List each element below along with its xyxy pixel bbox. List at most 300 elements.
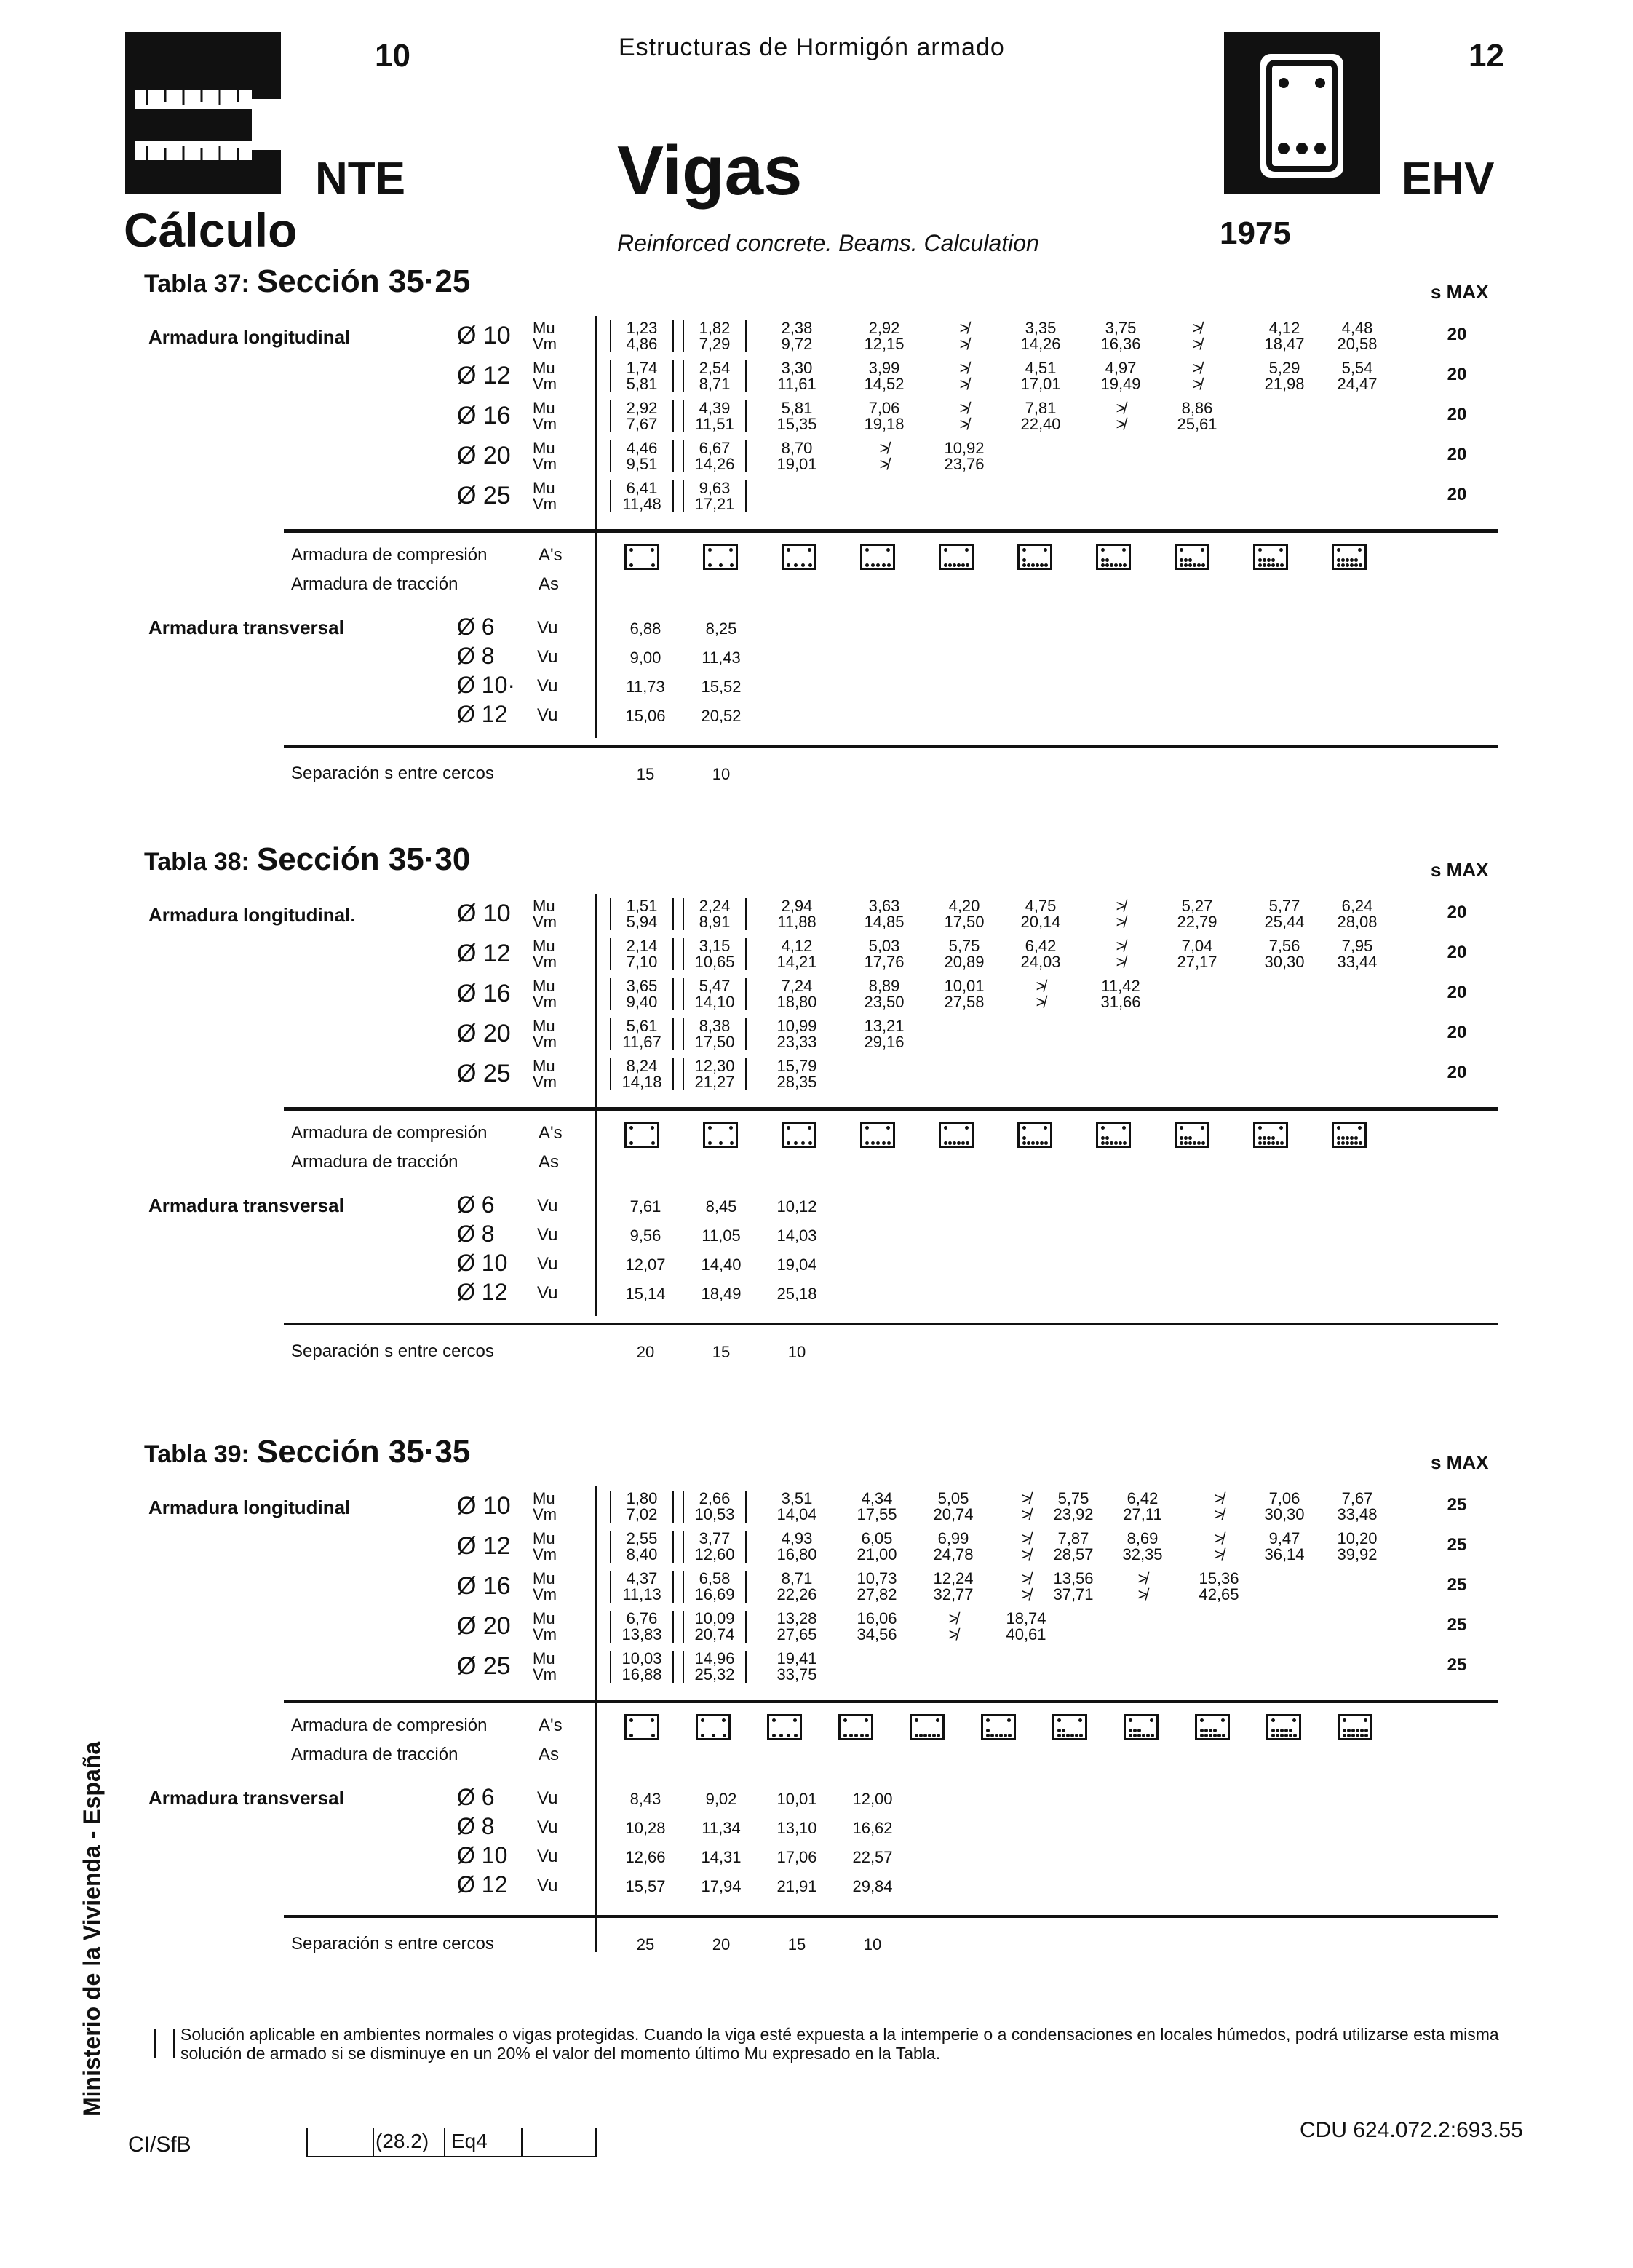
mu-label: Mu — [533, 937, 555, 955]
vm-value: ≯ — [1192, 375, 1202, 393]
vu-value: 11,43 — [702, 649, 741, 667]
diameter-label: Ø 10 — [457, 900, 511, 927]
diameter-label: Ø 10 — [457, 1492, 511, 1520]
vu-label: Vu — [537, 1847, 558, 1866]
compression-label: Armadura de compresión — [291, 1123, 488, 1143]
mu-value: 13,56 — [1053, 1569, 1094, 1587]
mu-value: 1,80 — [610, 1491, 674, 1507]
vm-value: 39,92 — [1337, 1545, 1378, 1563]
mu-label: Mu — [533, 1057, 555, 1075]
mu-value: 4,39 — [683, 400, 747, 416]
box-line-mid2 — [444, 2128, 445, 2157]
vu-value: 15,06 — [625, 707, 666, 725]
section-bars-icon — [939, 544, 974, 570]
smax-value: 20 — [1447, 445, 1467, 464]
table-title — [144, 841, 470, 878]
vm-value: 9,40 — [610, 994, 674, 1010]
vm-value: 15,35 — [776, 415, 817, 433]
mu-value: 10,01 — [944, 977, 985, 995]
mu-value: 19,41 — [776, 1649, 817, 1668]
mu-value: 4,46 — [610, 440, 674, 456]
vm-value: 11,61 — [777, 375, 816, 393]
vm-value: 20,14 — [1020, 913, 1061, 931]
mu-value: 8,86 — [1181, 399, 1213, 417]
mu-label: Mu — [533, 1569, 555, 1587]
vu-value: 7,61 — [629, 1197, 661, 1216]
vm-value: 17,01 — [1020, 375, 1061, 393]
vm-value: 9,51 — [610, 456, 674, 472]
vu-value: 14,40 — [701, 1256, 742, 1274]
mu-value: 7,56 — [1268, 937, 1300, 955]
mu-value: 16,06 — [857, 1609, 897, 1627]
vm-value: 37,71 — [1053, 1585, 1094, 1603]
vu-value: 16,62 — [852, 1819, 893, 1837]
vm-value: 11,13 — [610, 1587, 674, 1603]
mu-value: 6,05 — [861, 1529, 893, 1547]
vu-value: 15,14 — [625, 1285, 666, 1303]
vm-value: 17,21 — [683, 496, 747, 512]
diameter-label: Ø 25 — [457, 482, 511, 509]
mu-value: 5,75 — [1057, 1489, 1089, 1507]
vu-label: Vu — [537, 676, 558, 696]
diameter-label: Ø 16 — [457, 980, 511, 1007]
compression-label: Armadura de compresión — [291, 545, 488, 565]
vm-value: 33,44 — [1337, 953, 1378, 971]
vm-value: ≯ — [1116, 415, 1126, 433]
section-bars-icon — [1195, 1714, 1230, 1740]
stirrup-diameter: Ø 10 — [457, 1250, 508, 1276]
mu-value: 3,65 — [610, 978, 674, 994]
vm-value: 7,10 — [610, 954, 674, 970]
table-title — [144, 1434, 470, 1470]
smax-value: 20 — [1447, 903, 1467, 922]
mu-value: 1,82 — [683, 320, 747, 336]
mu-label: Mu — [533, 977, 555, 995]
english-subtitle: Reinforced concrete. Beams. Calculation — [617, 230, 1039, 256]
table-bottom-line — [284, 745, 1498, 748]
vm-value: 31,66 — [1100, 993, 1141, 1011]
mu-value: 6,41 — [610, 480, 674, 496]
mu-label: Mu — [533, 1649, 555, 1668]
note-bracket-2 — [173, 2029, 175, 2058]
traction-label: Armadura de tracción — [291, 1745, 458, 1764]
vm-value: 14,18 — [610, 1074, 674, 1090]
mu-value: 3,30 — [781, 359, 813, 377]
mu-value: ≯ — [1021, 1489, 1031, 1507]
vm-value: ≯ — [959, 335, 969, 353]
mu-value: 5,05 — [937, 1489, 969, 1507]
mu-label: Mu — [533, 479, 555, 497]
vm-value: 5,81 — [610, 376, 674, 392]
diameter-label: Ø 10 — [457, 322, 511, 349]
section-bars-icon — [1332, 544, 1367, 570]
vm-value: 16,36 — [1100, 335, 1141, 353]
vm-value: 7,67 — [610, 416, 674, 432]
table-separator — [284, 1107, 1498, 1111]
vm-value: 18,47 — [1264, 335, 1305, 353]
section-bars-icon — [696, 1714, 731, 1740]
diameter-label: Ø 20 — [457, 1020, 511, 1047]
vu-value: 9,00 — [629, 649, 661, 667]
mu-label: Mu — [533, 399, 555, 417]
table-bottom-line — [284, 1915, 1498, 1918]
smax-value: 25 — [1447, 1655, 1467, 1675]
vu-value: 8,25 — [705, 619, 737, 638]
vm-value: 13,83 — [610, 1627, 674, 1643]
section-bars-icon — [1332, 1122, 1367, 1148]
mu-value: 2,92 — [868, 319, 900, 337]
table-section-label: Sección 35·25 — [256, 263, 471, 299]
mu-value: 5,29 — [1268, 359, 1300, 377]
mu-value: 2,55 — [610, 1531, 674, 1547]
mu-value: 10,03 — [610, 1651, 674, 1667]
box-line-mid3 — [521, 2128, 523, 2157]
spacing-value: 10 — [787, 1343, 806, 1361]
mu-value: 3,15 — [683, 938, 747, 954]
table-vertical-divider — [595, 894, 597, 1316]
vm-value: ≯ — [959, 415, 969, 433]
vu-label: Vu — [537, 1876, 558, 1895]
mu-value: 11,42 — [1101, 977, 1140, 995]
vu-value: 12,00 — [852, 1790, 893, 1808]
vm-value: ≯ — [1214, 1545, 1224, 1563]
traction-label: Armadura de tracción — [291, 574, 458, 594]
mu-value: 8,89 — [868, 977, 900, 995]
vm-value: 23,76 — [944, 455, 985, 473]
mu-label: Mu — [533, 1017, 555, 1035]
mu-value: 6,67 — [683, 440, 747, 456]
vu-value: 15,57 — [625, 1877, 666, 1895]
vm-value: 28,08 — [1337, 913, 1378, 931]
section-bars-icon — [1096, 544, 1131, 570]
vm-value: 14,04 — [776, 1505, 817, 1523]
mu-label: Mu — [533, 1529, 555, 1547]
vm-label: Vm — [533, 1505, 557, 1523]
mu-label: Mu — [533, 1489, 555, 1507]
mu-value: 3,35 — [1025, 319, 1057, 337]
section-bars-icon — [1253, 1122, 1288, 1148]
vu-value: 9,02 — [705, 1790, 737, 1808]
class-code-1: (28.2) — [376, 2130, 429, 2152]
vm-value: 17,50 — [944, 913, 985, 931]
mu-value: 7,06 — [868, 399, 900, 417]
vu-value: 25,18 — [776, 1285, 817, 1303]
vm-value: 11,88 — [777, 913, 816, 931]
mu-value: ≯ — [959, 319, 969, 337]
vu-label: Vu — [537, 1254, 558, 1274]
stirrup-diameter: Ø 8 — [457, 643, 495, 669]
vm-value: ≯ — [959, 375, 969, 393]
vu-label: Vu — [537, 705, 558, 725]
mu-value: 8,70 — [781, 439, 813, 457]
stirrup-diameter: Ø 6 — [457, 1192, 495, 1218]
nte-logo-left — [125, 32, 281, 194]
vm-value: 27,58 — [944, 993, 985, 1011]
vu-value: 12,07 — [625, 1256, 666, 1274]
smax-value: 20 — [1447, 365, 1467, 384]
mu-value: ≯ — [1192, 319, 1202, 337]
vu-value: 6,88 — [629, 619, 661, 638]
vu-value: 11,05 — [702, 1226, 741, 1245]
mu-value: ≯ — [1021, 1569, 1031, 1587]
vu-label: Vu — [537, 1817, 558, 1837]
vm-value: 8,40 — [610, 1547, 674, 1563]
vm-label: Vm — [533, 335, 557, 353]
vm-value: 24,03 — [1020, 953, 1061, 971]
mu-value: 7,95 — [1341, 937, 1373, 955]
mu-value: 6,58 — [683, 1571, 747, 1587]
spacing-label: Separación s entre cercos — [291, 1934, 494, 1954]
section-bars-icon — [782, 544, 816, 570]
vm-value: 22,79 — [1177, 913, 1217, 931]
cisfb-label: CI/SfB — [128, 2133, 191, 2157]
vm-value: 20,74 — [933, 1505, 974, 1523]
vm-label: Vm — [533, 1665, 557, 1684]
section-bars-icon — [1175, 1122, 1209, 1148]
vm-value: ≯ — [1192, 335, 1202, 353]
mu-value: 4,75 — [1025, 897, 1057, 915]
vm-value: 18,80 — [776, 993, 817, 1011]
vu-value: 13,10 — [776, 1819, 817, 1837]
note-bracket — [154, 2029, 156, 2058]
diameter-label: Ø 20 — [457, 442, 511, 469]
vm-value: 23,92 — [1053, 1505, 1094, 1523]
vm-label: Vm — [533, 455, 557, 473]
vu-value: 19,04 — [776, 1256, 817, 1274]
vm-value: 19,49 — [1100, 375, 1141, 393]
vm-value: 42,65 — [1199, 1585, 1239, 1603]
mu-value: 3,99 — [868, 359, 900, 377]
mu-value: 5,03 — [868, 937, 900, 955]
mu-value: 6,76 — [610, 1611, 674, 1627]
vm-value: 19,01 — [776, 455, 817, 473]
vu-value: 11,34 — [702, 1819, 741, 1837]
box-line-left — [306, 2128, 308, 2157]
compression-as-label: A's — [539, 1716, 563, 1735]
section-bars-icon — [1124, 1714, 1159, 1740]
vm-value: ≯ — [948, 1625, 958, 1643]
mu-value: ≯ — [1137, 1569, 1148, 1587]
mu-value: 2,14 — [610, 938, 674, 954]
vm-value: ≯ — [1036, 993, 1046, 1011]
section-bars-icon — [1266, 1714, 1301, 1740]
mu-value: 7,06 — [1268, 1489, 1300, 1507]
section-bars-icon — [1096, 1122, 1131, 1148]
stirrup-diameter: Ø 12 — [457, 701, 508, 727]
ministry-label: Ministerio de la Vivienda - España — [79, 1741, 105, 2117]
mu-value: 15,36 — [1199, 1569, 1239, 1587]
vu-value: 8,45 — [705, 1197, 737, 1216]
diameter-label: Ø 12 — [457, 940, 511, 967]
mu-value: 2,54 — [683, 360, 747, 376]
table-vertical-divider — [595, 316, 597, 738]
vm-value: 24,47 — [1337, 375, 1378, 393]
mu-value: 7,67 — [1341, 1489, 1373, 1507]
vm-label: Vm — [533, 375, 557, 393]
vm-value: 27,11 — [1123, 1505, 1162, 1523]
ehv-code: EHV — [1402, 154, 1495, 204]
mu-value: ≯ — [959, 359, 969, 377]
mu-value: ≯ — [959, 399, 969, 417]
footnote: Solución aplicable en ambientes normales o vigas protegidas. Cuando la viga esté expuesta a la intemperie o a condensaciones en locales húmedos, podrá utilizarse esta misma solución de armado si se disminuye en un 20% el valor del momento último Mu expresado en la Tabla. — [180, 2025, 1499, 2063]
vm-value: ≯ — [1021, 1585, 1031, 1603]
vm-value: 23,33 — [776, 1033, 817, 1051]
mu-value: 14,96 — [683, 1651, 747, 1667]
vm-value: 30,30 — [1264, 1505, 1305, 1523]
spacing-value: 15 — [787, 1935, 806, 1954]
mu-value: ≯ — [879, 439, 889, 457]
diameter-label: Ø 25 — [457, 1060, 511, 1087]
compression-label: Armadura de compresión — [291, 1716, 488, 1735]
longitudinal-label: Armadura longitudinal — [148, 326, 351, 348]
vm-value: 22,26 — [776, 1585, 817, 1603]
vm-value: 11,67 — [610, 1034, 674, 1050]
spacing-label: Separación s entre cercos — [291, 1341, 494, 1361]
vu-value: 8,43 — [629, 1790, 661, 1808]
vm-value: 5,94 — [610, 914, 674, 930]
vu-value: 29,84 — [852, 1877, 893, 1895]
compression-as-label: A's — [539, 545, 563, 565]
longitudinal-label: Armadura longitudinal. — [148, 904, 356, 926]
stirrup-diameter: Ø 6 — [457, 1784, 495, 1810]
section-bars-icon — [1017, 544, 1052, 570]
right-page-number: 12 — [1469, 38, 1504, 74]
vu-value: 17,94 — [701, 1877, 742, 1895]
mu-value: 5,47 — [683, 978, 747, 994]
vm-value: 33,75 — [776, 1665, 817, 1684]
mu-value: ≯ — [1116, 937, 1126, 955]
vm-value: 24,78 — [933, 1545, 974, 1563]
vu-label: Vu — [537, 618, 558, 638]
spacing-value: 15 — [636, 765, 655, 783]
vu-label: Vu — [537, 1196, 558, 1216]
spacing-value: 10 — [863, 1935, 882, 1954]
vm-value: 16,69 — [683, 1587, 747, 1603]
mu-label: Mu — [533, 897, 555, 915]
vm-label: Vm — [533, 415, 557, 433]
mu-value: 8,71 — [781, 1569, 813, 1587]
transversal-label: Armadura transversal — [148, 1194, 344, 1216]
vm-value: 27,17 — [1177, 953, 1217, 971]
mu-value: 4,12 — [781, 937, 813, 955]
diameter-label: Ø 16 — [457, 1572, 511, 1600]
mu-value: 4,20 — [948, 897, 980, 915]
vm-value: 4,86 — [610, 336, 674, 352]
vm-value: 36,14 — [1264, 1545, 1305, 1563]
mu-label: Mu — [533, 1609, 555, 1627]
section-bars-icon — [1338, 1714, 1372, 1740]
vm-value: 22,40 — [1020, 415, 1061, 433]
diameter-label: Ø 12 — [457, 1532, 511, 1560]
vm-value: 7,29 — [683, 336, 747, 352]
stirrup-diameter: Ø 10 — [457, 1842, 508, 1868]
mu-value: 4,48 — [1341, 319, 1373, 337]
section-bars-icon — [910, 1714, 945, 1740]
vm-value: 32,77 — [933, 1585, 974, 1603]
mu-value: ≯ — [1036, 977, 1046, 995]
mu-value: 4,93 — [781, 1529, 813, 1547]
year-label: 1975 — [1220, 215, 1291, 251]
mu-value: 5,75 — [948, 937, 980, 955]
vm-label: Vm — [533, 1545, 557, 1563]
mu-value: 1,23 — [610, 320, 674, 336]
section-bars-icon — [838, 1714, 873, 1740]
spacing-value: 20 — [636, 1343, 655, 1361]
smax-value: 20 — [1447, 943, 1467, 962]
diameter-label: Ø 20 — [457, 1612, 511, 1640]
mu-value: 3,51 — [781, 1489, 813, 1507]
mu-value: 1,51 — [610, 898, 674, 914]
smax-value: 25 — [1447, 1535, 1467, 1555]
section-bars-icon — [939, 1122, 974, 1148]
table-vertical-divider — [595, 1486, 597, 1952]
smax-heading: s MAX — [1431, 1451, 1489, 1473]
vm-value: 7,02 — [610, 1507, 674, 1523]
vm-value: 21,98 — [1264, 375, 1305, 393]
table-title-number: Tabla 37: — [144, 270, 250, 298]
vm-value: 16,88 — [610, 1667, 674, 1683]
mu-value: 6,42 — [1025, 937, 1057, 955]
compression-as-label: A's — [539, 1123, 563, 1143]
section-bars-icon — [1052, 1714, 1087, 1740]
vm-value: 27,82 — [857, 1585, 897, 1603]
vm-label: Vm — [533, 1625, 557, 1643]
table-title — [144, 263, 470, 300]
mu-value: 10,99 — [776, 1017, 817, 1035]
mu-value: 7,87 — [1057, 1529, 1089, 1547]
vm-label: Vm — [533, 953, 557, 971]
vm-value: ≯ — [1214, 1505, 1224, 1523]
mu-value: 7,04 — [1181, 937, 1213, 955]
vm-value: 25,44 — [1264, 913, 1305, 931]
vm-value: 27,65 — [776, 1625, 817, 1643]
mu-value: ≯ — [1192, 359, 1202, 377]
mu-label: Mu — [533, 359, 555, 377]
smax-value: 20 — [1447, 1063, 1467, 1082]
mu-value: 10,09 — [683, 1611, 747, 1627]
traction-as-label: As — [539, 1152, 560, 1172]
mu-value: 3,75 — [1105, 319, 1137, 337]
vm-value: 14,26 — [1020, 335, 1061, 353]
stirrup-diameter: Ø 8 — [457, 1813, 495, 1839]
mu-value: 13,21 — [864, 1017, 905, 1035]
vm-value: 14,26 — [683, 456, 747, 472]
mu-value: 4,12 — [1268, 319, 1300, 337]
smax-value: 20 — [1447, 325, 1467, 344]
vm-value: 17,55 — [857, 1505, 897, 1523]
mu-value: ≯ — [1021, 1529, 1031, 1547]
longitudinal-label: Armadura longitudinal — [148, 1496, 351, 1518]
mu-value: 5,27 — [1181, 897, 1213, 915]
mu-value: 5,61 — [610, 1018, 674, 1034]
vm-value: 14,52 — [864, 375, 905, 393]
vm-value: 21,27 — [683, 1074, 747, 1090]
vu-value: 20,52 — [701, 707, 742, 725]
section-bars-icon — [1253, 544, 1288, 570]
vu-value: 17,06 — [776, 1848, 817, 1866]
nte-label: NTE — [315, 154, 405, 204]
vu-value: 11,73 — [626, 678, 665, 696]
vm-value: 17,76 — [864, 953, 905, 971]
mu-value: 2,94 — [781, 897, 813, 915]
mu-value: 4,97 — [1105, 359, 1137, 377]
vm-value: 16,80 — [776, 1545, 817, 1563]
vm-value: 8,71 — [683, 376, 747, 392]
mu-value: 10,73 — [857, 1569, 897, 1587]
vu-value: 15,52 — [701, 678, 742, 696]
mu-value: 18,74 — [1006, 1609, 1046, 1627]
mu-value: 10,20 — [1337, 1529, 1378, 1547]
